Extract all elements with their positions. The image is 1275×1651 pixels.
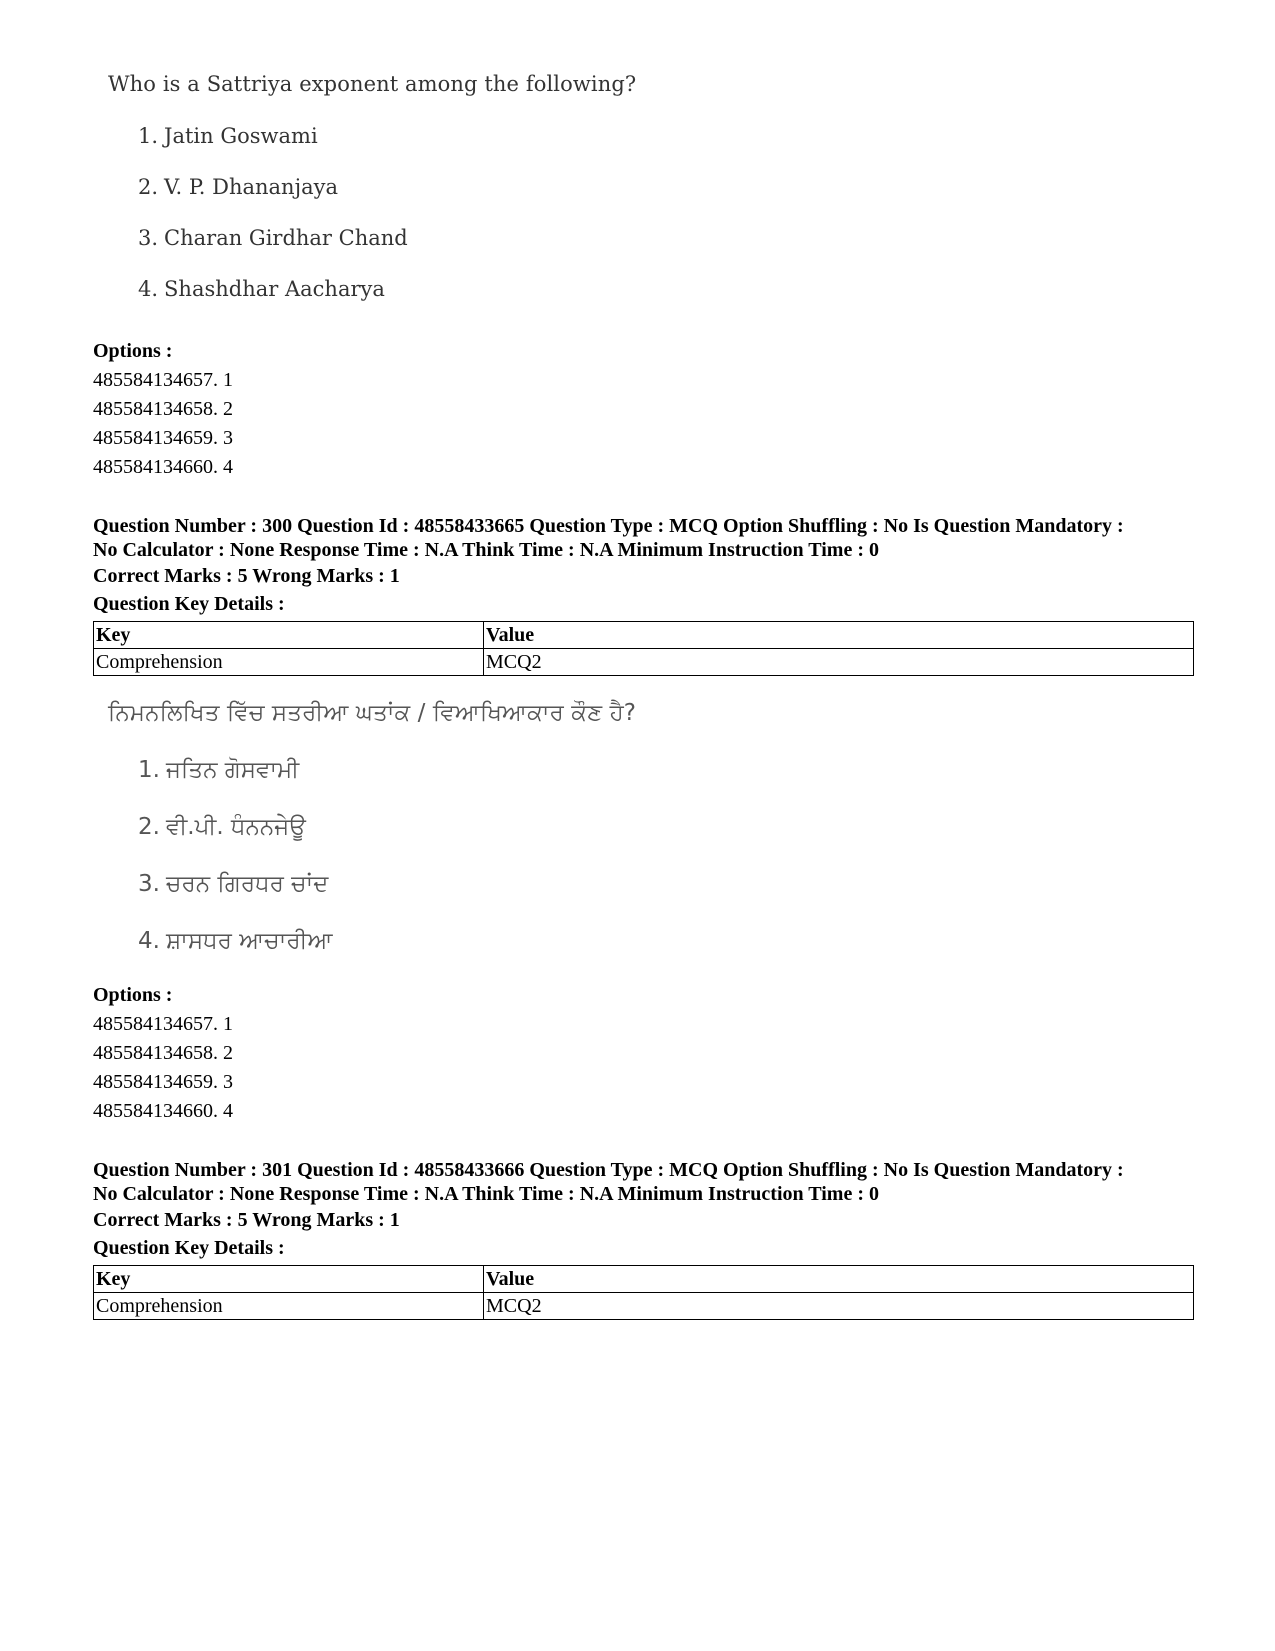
question-text: Who is a Sattriya exponent among the following? — [108, 72, 637, 96]
marks-line: Correct Marks : 5 Wrong Marks : 1 — [93, 565, 400, 587]
question-meta-line: No Calculator : None Response Time : N.A Think Time : N.A Minimum Instruction Time : 0 — [93, 1183, 879, 1205]
options-label: Options : — [93, 340, 173, 362]
question-meta — [93, 1158, 1203, 1206]
table-cell: Comprehension — [94, 1293, 484, 1320]
table-row — [94, 649, 1194, 676]
key-details-table — [93, 1265, 1194, 1320]
option-item: 485584134657. 1 — [93, 1013, 233, 1035]
table-header-row — [94, 622, 1194, 649]
table-row — [94, 1293, 1194, 1320]
choice-item: 2. ਵੀ.ਪੀ. ਧੰਨਨਜੇਊ — [138, 814, 306, 840]
table-header-key: Key — [94, 1266, 484, 1293]
choice-item: 1. ਜਤਿਨ ਗੋਸਵਾਮੀ — [138, 757, 300, 783]
choice-item: 3. ਚਰਨ ਗਿਰਧਰ ਚਾਂਦ — [138, 871, 329, 897]
table-cell: MCQ2 — [484, 649, 1194, 676]
table-header-value: Value — [484, 622, 1194, 649]
table-header-key: Key — [94, 622, 484, 649]
question-image-english — [108, 72, 637, 301]
options-block — [93, 337, 233, 482]
option-item: 485584134657. 1 — [93, 369, 233, 391]
question-meta-line: No Calculator : None Response Time : N.A Think Time : N.A Minimum Instruction Time : 0 — [93, 539, 879, 561]
table-cell: MCQ2 — [484, 1293, 1194, 1320]
marks-line: Correct Marks : 5 Wrong Marks : 1 — [93, 1209, 400, 1231]
option-item: 485584134659. 3 — [93, 1071, 233, 1093]
key-details-title: Question Key Details : — [93, 1237, 285, 1259]
key-details-title: Question Key Details : — [93, 593, 285, 615]
options-label: Options : — [93, 984, 173, 1006]
question-image-punjabi — [108, 700, 637, 954]
choice-item: 4. Shashdhar Aacharya — [138, 277, 385, 301]
choice-item: 4. ਸ਼ਾਸਧਰ ਆਚਾਰੀਆ — [138, 928, 333, 954]
question-meta-line: Question Number : 300 Question Id : 48558433665 Question Type : MCQ Option Shuffling : No Is Question Mandatory : — [93, 515, 1124, 537]
option-item: 485584134660. 4 — [93, 1100, 233, 1122]
question-meta-line: Question Number : 301 Question Id : 48558433666 Question Type : MCQ Option Shuffling : No Is Question Mandatory : — [93, 1159, 1124, 1181]
option-item: 485584134658. 2 — [93, 1042, 233, 1064]
option-item: 485584134659. 3 — [93, 427, 233, 449]
choice-item: 3. Charan Girdhar Chand — [138, 226, 408, 250]
option-item: 485584134660. 4 — [93, 456, 233, 478]
options-block — [93, 981, 233, 1126]
table-cell: Comprehension — [94, 649, 484, 676]
table-header-row — [94, 1266, 1194, 1293]
question-text: ਨਿਮਨਲਿਖਿਤ ਵਿੱਚ ਸਤਰੀਆ ਘਤਾਂਕ / ਵਿਆਖਿਆਕਾਰ ਕੌਣ ਹੈ? — [108, 700, 637, 726]
choice-item: 1. Jatin Goswami — [138, 124, 318, 148]
table-header-value: Value — [484, 1266, 1194, 1293]
choice-item: 2. V. P. Dhananjaya — [138, 175, 338, 199]
question-meta — [93, 514, 1203, 562]
option-item: 485584134658. 2 — [93, 398, 233, 420]
key-details-table — [93, 621, 1194, 676]
